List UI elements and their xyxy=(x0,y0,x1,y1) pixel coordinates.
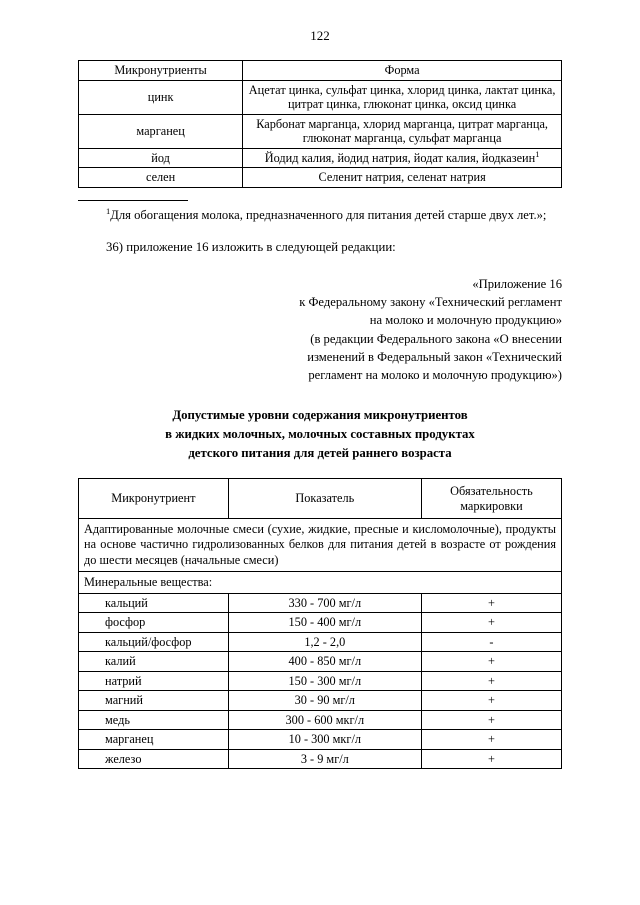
nutrient-value: 300 - 600 мкг/л xyxy=(228,710,421,730)
nutrient-value: 400 - 850 мг/л xyxy=(228,652,421,672)
table-row xyxy=(79,691,562,711)
appendix-header-line: изменений в Федеральный закон «Технический xyxy=(307,349,562,364)
table-row xyxy=(79,671,562,691)
table-row xyxy=(79,148,562,168)
table-header-row xyxy=(79,479,562,519)
levels-table xyxy=(78,478,562,769)
table-row xyxy=(79,632,562,652)
micronutrient-name: цинк xyxy=(79,80,243,114)
page-number: 122 xyxy=(310,28,330,43)
micronutrients-table xyxy=(78,60,562,188)
table-row xyxy=(79,593,562,613)
nutrient-name: медь xyxy=(79,710,229,730)
column-header-marking: Обязательность маркировки xyxy=(421,479,561,519)
table-header-row xyxy=(79,61,562,81)
appendix-header-line: к Федеральному закону «Технический регламент xyxy=(299,295,562,310)
appendix-header-line: на молоко и молочную продукцию» xyxy=(369,313,562,328)
nutrient-name: кальций xyxy=(79,593,229,613)
nutrient-value: 1,2 - 2,0 xyxy=(228,632,421,652)
micronutrient-form: Карбонат марганца, хлорид марганца, цитрат марганца, глюконат марганца, сульфат марганца xyxy=(243,114,562,148)
table-row xyxy=(79,710,562,730)
table-row xyxy=(79,168,562,188)
table-row xyxy=(79,730,562,750)
micronutrient-form: Селенит натрия, селенат натрия xyxy=(243,168,562,188)
nutrient-name: фосфор xyxy=(79,613,229,633)
footnote-body: Для обогащения молока, предназначенного для питания детей старше двух лет.»; xyxy=(110,207,547,222)
nutrient-name: железо xyxy=(79,749,229,769)
page-title xyxy=(78,406,562,462)
appendix-header-line: «Приложение 16 xyxy=(472,276,562,291)
nutrient-marking: + xyxy=(421,691,561,711)
nutrient-marking: + xyxy=(421,730,561,750)
nutrient-value: 3 - 9 мг/л xyxy=(228,749,421,769)
nutrient-name: калий xyxy=(79,652,229,672)
column-header-micronutrient: Микронутриент xyxy=(79,479,229,519)
nutrient-value: 10 - 300 мкг/л xyxy=(228,730,421,750)
table-row xyxy=(79,114,562,148)
micronutrient-name: марганец xyxy=(79,114,243,148)
page-title-line: детского питания для детей раннего возраста xyxy=(188,445,452,460)
nutrient-name: кальций/фосфор xyxy=(79,632,229,652)
column-header-indicator: Показатель xyxy=(228,479,421,519)
nutrient-marking: + xyxy=(421,613,561,633)
nutrient-value: 150 - 300 мг/л xyxy=(228,671,421,691)
intro-text: Адаптированные молочные смеси (сухие, жидкие, пресные и кисломолочные), продукты на основе частично гидролизованных белков для питания детей в возрасте от рождения до шести месяцев (начальные смеси) xyxy=(79,519,562,572)
nutrient-name: магний xyxy=(79,691,229,711)
footnote-ref: 1 xyxy=(535,148,540,159)
paragraph-36: 36) приложение 16 изложить в следующей редакции: xyxy=(106,240,396,255)
nutrient-marking: + xyxy=(421,749,561,769)
appendix-header-line: (в редакции Федерального закона «О внесении xyxy=(310,331,562,346)
nutrient-marking: + xyxy=(421,593,561,613)
page-title-line: в жидких молочных, молочных составных продуктах xyxy=(165,426,475,441)
micronutrient-form-text: Йодид калия, йодид натрия, йодат калия, йодказеин xyxy=(264,150,536,165)
nutrient-marking: + xyxy=(421,710,561,730)
appendix-header-line: регламент на молоко и молочную продукцию») xyxy=(308,368,562,383)
table-group-row xyxy=(79,572,562,594)
table-row xyxy=(79,613,562,633)
nutrient-value: 150 - 400 мг/л xyxy=(228,613,421,633)
footnote-divider xyxy=(78,200,188,201)
nutrient-marking: - xyxy=(421,632,561,652)
nutrient-marking: + xyxy=(421,652,561,672)
table-row xyxy=(79,80,562,114)
micronutrient-form: Ацетат цинка, сульфат цинка, хлорид цинка, лактат цинка, цитрат цинка, глюконат цинка, оксид цинка xyxy=(243,80,562,114)
table-intro-row xyxy=(79,519,562,572)
nutrient-name: натрий xyxy=(79,671,229,691)
column-header-micronutrients: Микронутриенты xyxy=(79,61,243,81)
nutrient-value: 30 - 90 мг/л xyxy=(228,691,421,711)
nutrient-value: 330 - 700 мг/л xyxy=(228,593,421,613)
footnote-text xyxy=(78,207,562,225)
group-label: Минеральные вещества: xyxy=(79,572,562,594)
nutrient-marking: + xyxy=(421,671,561,691)
column-header-form: Форма xyxy=(243,61,562,81)
nutrient-name: марганец xyxy=(79,730,229,750)
appendix-header xyxy=(78,275,562,385)
table-row xyxy=(79,652,562,672)
micronutrient-name: селен xyxy=(79,168,243,188)
micronutrient-name: йод xyxy=(79,148,243,168)
footnote-marker: 1 xyxy=(106,205,111,216)
page-title-line: Допустимые уровни содержания микронутриентов xyxy=(172,408,468,423)
micronutrient-form xyxy=(243,148,562,168)
table-row xyxy=(79,749,562,769)
